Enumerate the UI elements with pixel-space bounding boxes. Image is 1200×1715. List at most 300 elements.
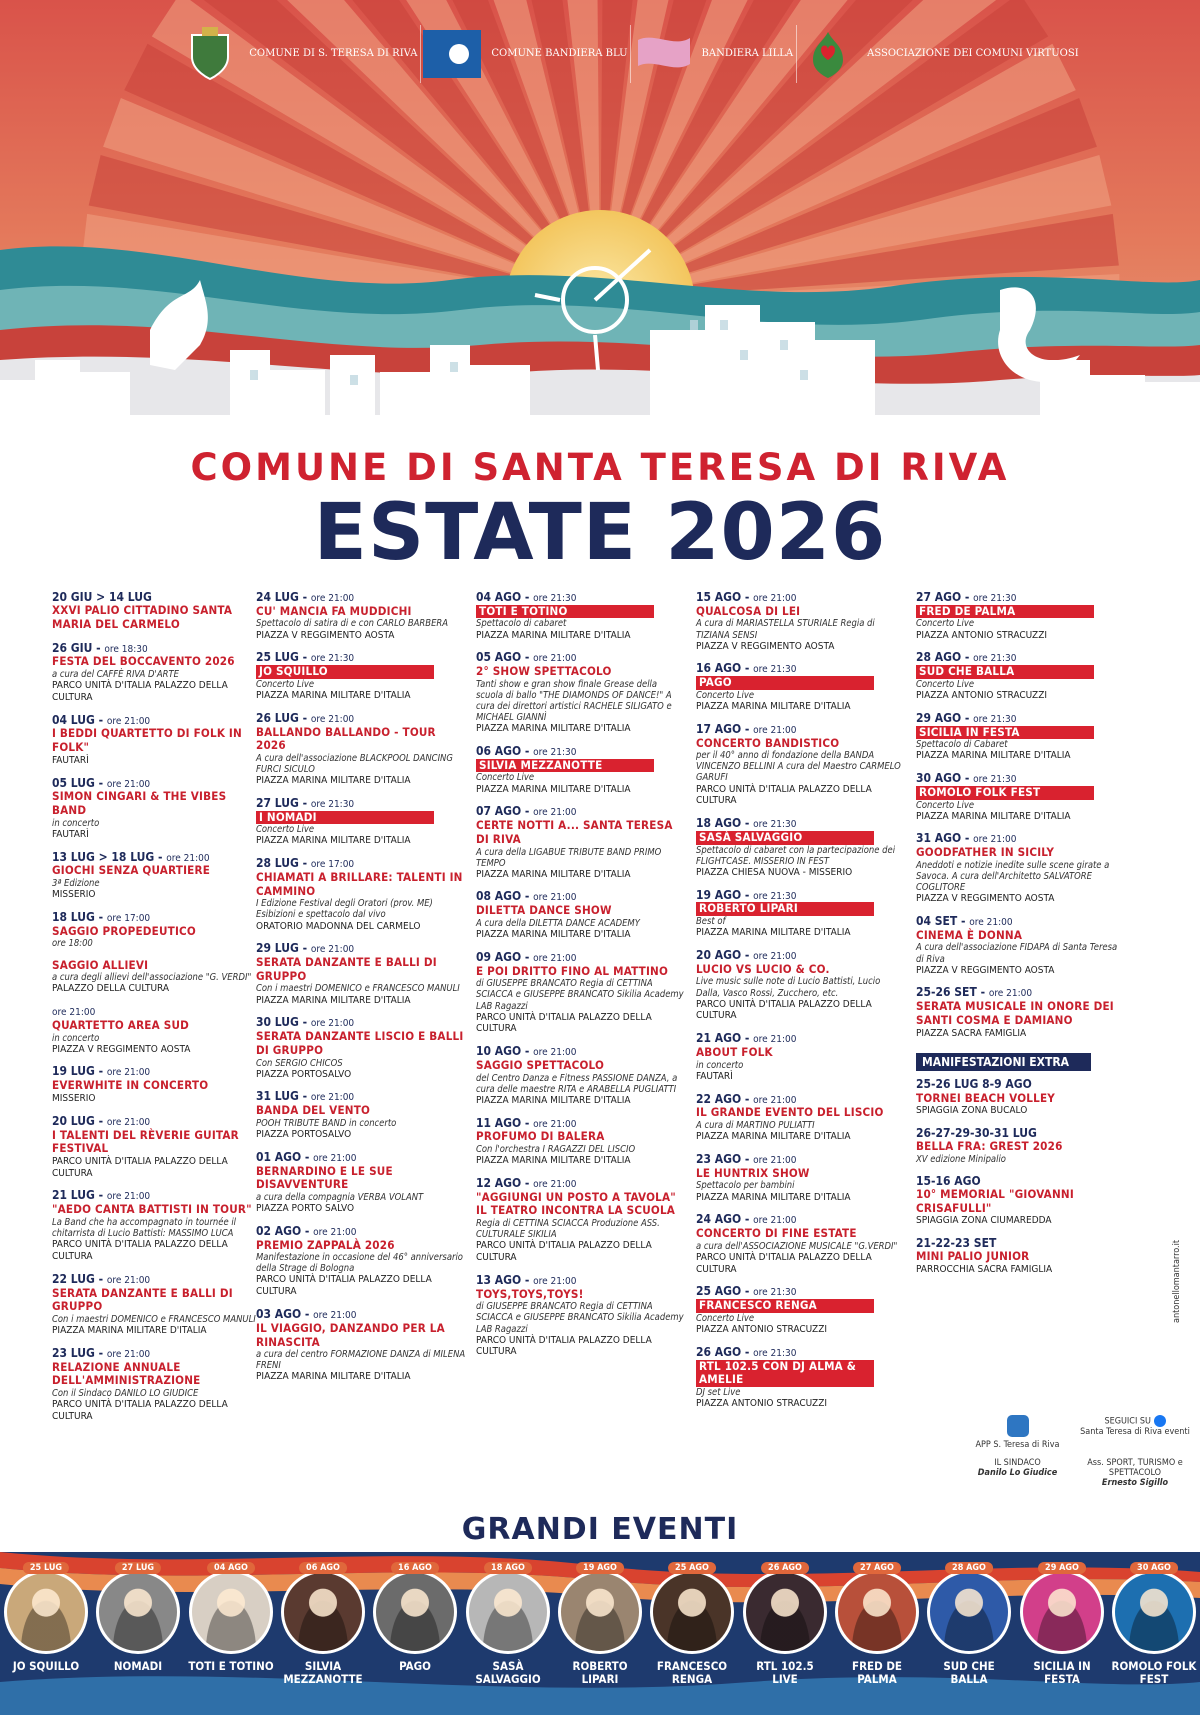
mayor-role: IL SINDACO	[994, 1458, 1041, 1468]
event-time: ore 21:00	[106, 1191, 151, 1203]
event-time: ore 21:00	[106, 778, 151, 790]
event-date: 25-26 SET - ore 21:00	[916, 985, 1033, 1000]
event-note: 3ª Edizione	[52, 878, 100, 890]
events-column	[256, 590, 466, 1392]
event-place: PIAZZA PORTO SALVO	[256, 1202, 355, 1214]
event-time: ore 21:00	[106, 1348, 151, 1360]
event-time: ore 21:00	[106, 715, 151, 727]
headline-event	[834, 1563, 920, 1687]
headline-event-date: 26 AGO	[761, 1562, 809, 1574]
event-item	[256, 796, 466, 847]
mayor-name: Danilo Lo Giudice	[977, 1468, 1058, 1478]
headline-event	[280, 1563, 366, 1687]
event-date: 03 AGO - ore 21:00	[256, 1307, 357, 1322]
event-date: 19 AGO - ore 21:30	[696, 887, 797, 902]
event-place: PIAZZA ANTONIO STRACUZZI	[916, 629, 1048, 641]
event-date-value: 03 AGO	[256, 1307, 302, 1322]
event-note: a cura dell'ASSOCIAZIONE MUSICALE "G.VERDI"	[696, 1240, 898, 1252]
event-note: Aneddoti e notizie inedite sulle scene girate a Savoca. A cura dell'Architetto SALVATORE COGLITORE	[916, 859, 1110, 894]
event-date-value: 17 AGO	[696, 721, 742, 736]
event-item	[476, 889, 686, 940]
event-place: PIAZZA V REGGIMENTO AOSTA	[916, 893, 1055, 905]
headline-event-name: ROBERTO LIPARI	[572, 1659, 628, 1687]
event-title: CERTE NOTTI A... SANTA TERESA DI RIVA	[476, 818, 673, 846]
headline-event-name: TOTI E TOTINO	[188, 1659, 274, 1673]
event-date-value: 24 AGO	[696, 1212, 742, 1227]
event-date-value: 20 LUG	[52, 1113, 95, 1128]
hero-illustration	[0, 0, 1200, 440]
event-date-value: 18 AGO	[696, 816, 742, 831]
event-date-value: 26 LUG	[256, 710, 299, 725]
event-place: PIAZZA SACRA FAMIGLIA	[916, 1027, 1027, 1039]
headline-event-date: 25 AGO	[668, 1562, 716, 1574]
event-item	[696, 590, 906, 652]
event-date-value: 05 LUG	[52, 775, 95, 790]
headline-event-date: 04 AGO	[207, 1562, 255, 1574]
event-title: SICILIA IN FESTA	[916, 726, 1094, 740]
event-time: ore 21:00	[533, 952, 577, 964]
event-note: Concerto Live	[256, 678, 315, 690]
event-date: 29 AGO - ore 21:30	[916, 710, 1017, 725]
event-item	[256, 1224, 466, 1298]
event-date-value: 04 LUG	[52, 712, 95, 727]
event-date-value: 28 AGO	[916, 650, 962, 665]
event-note: Manifestazione in occasione del 46° anniversario della Strage di Bologna	[256, 1252, 463, 1275]
assessor-name: Ernesto Sigillo	[1101, 1478, 1169, 1488]
event-title: LE HUNTRIX SHOW	[696, 1165, 810, 1180]
event-item	[52, 590, 262, 632]
event-item	[696, 816, 906, 878]
event-place: PIAZZA MARINA MILITARE D'ITALIA	[476, 629, 631, 641]
headline-event-name: SASÀ SALVAGGIO	[475, 1659, 541, 1687]
events-column	[916, 590, 1126, 1285]
headline-event-name: PAGO	[399, 1659, 431, 1673]
event-date: 01 AGO - ore 21:00	[256, 1149, 357, 1164]
event-date: 31 LUG - ore 21:00	[256, 1089, 355, 1104]
event-item	[696, 661, 906, 712]
event-title: SAGGIO PROPEDEUTICO	[52, 923, 196, 938]
event-date: 31 AGO - ore 21:00	[916, 831, 1017, 846]
event-title: GIOCHI SENZA QUARTIERE	[52, 863, 211, 878]
comuni-virtuosi-logo	[799, 25, 1079, 83]
event-date-value: 31 AGO	[916, 831, 962, 846]
event-date: 23 LUG - ore 21:00	[52, 1345, 151, 1360]
event-date-value: 25 AGO	[696, 1284, 742, 1299]
event-title: FESTA DEL BOCCAVENTO 2026	[52, 654, 235, 669]
facebook-icon[interactable]	[1154, 1415, 1166, 1427]
event-date: 18 LUG - ore 17:00	[52, 909, 151, 924]
event-place: PARCO UNITÀ D'ITALIA PALAZZO DELLA CULTURA	[476, 1240, 652, 1264]
event-time: ore 21:00	[753, 1094, 797, 1106]
event-time: ore 21:30	[533, 593, 577, 604]
event-title: E POI DRITTO FINO AL MATTINO	[476, 963, 669, 978]
headline-event	[1111, 1563, 1197, 1687]
event-date-value: 13 LUG > 18 LUG	[52, 849, 155, 864]
artist-photo	[927, 1570, 1011, 1654]
event-title: I TALENTI DEL RÈVERIE GUITAR FESTIVAL	[52, 1127, 239, 1156]
event-note: A cura della LIGABUE TRIBUTE BAND PRIMO TEMPO	[476, 846, 662, 869]
event-date	[52, 1004, 262, 1019]
event-item	[696, 722, 906, 807]
event-date-value: 22 LUG	[52, 1271, 95, 1286]
event-title: IL VIAGGIO, DANZANDO PER LA RINASCITA	[256, 1320, 445, 1349]
event-note: Spettacolo di Cabaret	[916, 739, 1008, 751]
event-item	[476, 650, 686, 735]
event-title: PAGO	[696, 676, 874, 690]
event-time: ore 21:00	[533, 1118, 577, 1130]
event-place: PIAZZA MARINA MILITARE D'ITALIA	[256, 994, 411, 1006]
headline-event	[557, 1563, 643, 1687]
event-place: PARCO UNITÀ D'ITALIA PALAZZO DELLA CULTURA	[52, 1398, 228, 1422]
headline-event-date: 19 AGO	[576, 1562, 624, 1574]
event-item	[52, 1004, 262, 1055]
event-item	[52, 959, 262, 996]
event-item	[696, 1092, 906, 1143]
event-title: RTL 102.5 CON DJ ALMA & AMELIE	[696, 1360, 874, 1387]
event-date-value: 12 AGO	[476, 1176, 522, 1190]
event-item	[916, 831, 1126, 905]
event-title: "AEDO CANTA BATTISTI IN TOUR"	[52, 1202, 252, 1217]
event-title: PROFUMO DI BALERA	[476, 1129, 605, 1144]
headline-event-name: NOMADI	[113, 1659, 163, 1673]
event-place: PIAZZA MARINA MILITARE D'ITALIA	[696, 927, 851, 939]
event-item	[256, 1150, 466, 1215]
event-title: PREMIO ZAPPALÀ 2026	[256, 1237, 395, 1252]
event-date-value: 20 AGO	[696, 947, 742, 962]
event-place: PIAZZA MARINA MILITARE D'ITALIA	[256, 835, 411, 847]
event-title: QUALCOSA DI LEI	[696, 603, 801, 618]
extra-event-place: SPIAGGIA ZONA CIUMAREDDA	[916, 1215, 1052, 1227]
page-title: COMUNE DI SANTA TERESA DI RIVA	[190, 446, 1010, 489]
extra-event-item	[916, 1126, 1126, 1165]
extra-event-date: 26-27-29-30-31 LUG	[916, 1126, 1037, 1140]
event-date-value: 21 LUG	[52, 1188, 95, 1203]
extra-event-title: 10° MEMORIAL "GIOVANNI CRISAFULLI"	[916, 1187, 1074, 1215]
event-date: 23 AGO - ore 21:00	[696, 1151, 797, 1166]
events-column	[476, 590, 686, 1367]
event-note: Spettacolo di cabaret	[476, 618, 567, 630]
app-icon[interactable]	[1007, 1415, 1029, 1437]
event-date-value: 29 AGO	[916, 710, 962, 725]
event-note: A cura dell'associazione FIDAPA di Santa Teresa di Riva	[916, 942, 1118, 965]
extra-event-date: 25-26 LUG 8-9 AGO	[916, 1077, 1032, 1092]
event-item	[916, 590, 1126, 641]
event-note: Best of	[696, 916, 726, 928]
portrait-placeholder	[7, 1573, 85, 1651]
extra-event-title: MINI PALIO JUNIOR	[916, 1249, 1030, 1264]
event-time: ore 21:00	[310, 944, 355, 956]
extra-event-title: TORNEI BEACH VOLLEY	[916, 1090, 1056, 1105]
event-note: di GIUSEPPE BRANCATO Regia di CETTINA SCIACCA e GIUSEPPE BRANCATO Sikilia Academy LAB Ragazzi	[476, 978, 684, 1012]
portrait-placeholder	[469, 1573, 547, 1651]
event-place: PIAZZA V REGGIMENTO AOSTA	[916, 964, 1055, 976]
event-note: a cura degli allievi dell'associazione "G. VERDI"	[52, 972, 252, 984]
assessor-role: Ass. SPORT, TURISMO e SPETTACOLO	[1087, 1458, 1183, 1478]
events-column	[696, 590, 906, 1419]
event-item	[696, 1031, 906, 1082]
event-title: QUARTETTO AREA SUD	[52, 1017, 189, 1032]
event-note: in concerto	[696, 1059, 744, 1071]
event-time: ore 21:30	[753, 1347, 797, 1359]
headline-event-name: RTL 102.5 LIVE	[756, 1659, 814, 1687]
headline-event-date: 16 AGO	[391, 1562, 439, 1574]
headline-event-name: ROMOLO FOLK FEST	[1111, 1659, 1197, 1687]
event-place: PIAZZA PORTOSALVO	[256, 1068, 352, 1080]
event-title: CONCERTO DI FINE ESTATE	[696, 1226, 857, 1241]
event-time: ore 21:00	[753, 950, 797, 962]
grandi-eventi-title: GRANDI EVENTI	[461, 1512, 739, 1547]
event-item	[696, 1345, 906, 1410]
event-note: a cura del CAFFÈ RIVA D'ARTE	[52, 668, 179, 680]
headline-event-name: SILVIA MEZZANOTTE	[283, 1659, 363, 1687]
event-item	[916, 650, 1126, 701]
event-title: 2° SHOW SPETTACOLO	[476, 664, 612, 679]
event-note: Concerto Live	[916, 678, 975, 690]
event-item	[476, 950, 686, 1035]
event-date: 26 GIU - ore 18:30	[52, 640, 148, 655]
event-note: ore 18:00	[52, 938, 93, 950]
event-title: CU' MANCIA FA MUDDICHI	[256, 603, 412, 618]
event-date	[52, 590, 262, 604]
event-place: PARCO UNITÀ D'ITALIA PALAZZO DELLA CULTURA	[256, 1274, 432, 1298]
event-title: LUCIO VS LUCIO & CO.	[696, 961, 830, 976]
event-time: ore 21:30	[310, 653, 355, 665]
event-item	[256, 1307, 466, 1383]
partner-logos	[180, 14, 1080, 94]
event-time: ore 21:00	[106, 1116, 151, 1128]
event-place: PIAZZA ANTONIO STRACUZZI	[696, 1324, 828, 1336]
event-place: PARCO UNITÀ D'ITALIA PALAZZO DELLA CULTURA	[52, 1239, 228, 1262]
headline-event-date: 18 AGO	[484, 1562, 532, 1574]
facebook-page-name: Santa Teresa di Riva eventi	[1080, 1427, 1190, 1437]
event-time: ore 21:00	[753, 1215, 797, 1227]
event-date-value: 02 AGO	[256, 1223, 302, 1238]
follow-label: SEGUICI SU	[1104, 1416, 1151, 1427]
event-note: Con il Sindaco DANILO LO GIUDICE	[52, 1387, 199, 1399]
event-time: ore 21:30	[973, 593, 1017, 604]
event-date: 10 AGO - ore 21:00	[476, 1044, 577, 1059]
event-place: PIAZZA MARINA MILITARE D'ITALIA	[696, 701, 851, 713]
event-date-value: 23 AGO	[696, 1151, 742, 1166]
headline-event	[1019, 1563, 1105, 1687]
event-note: Spettacolo per bambini	[696, 1180, 795, 1192]
event-place: PIAZZA PORTOSALVO	[256, 1128, 352, 1140]
event-date-value: 27 AGO	[916, 590, 962, 604]
event-place: PIAZZA ANTONIO STRACUZZI	[916, 689, 1048, 701]
event-date-value: 19 AGO	[696, 887, 742, 902]
event-date: 13 AGO - ore 21:00	[476, 1272, 577, 1287]
event-date-value: 25-26 SET	[916, 985, 977, 1000]
event-note: Live music sulle note di Lucio Battisti, Lucio Dalla, Vasco Rossi, Zucchero, etc.	[696, 976, 881, 999]
event-place: PIAZZA MARINA MILITARE D'ITALIA	[52, 1324, 207, 1336]
event-place: ORATORIO MADONNA DEL CARMELO	[256, 920, 421, 932]
headline-event	[649, 1563, 735, 1687]
event-place: PIAZZA MARINA MILITARE D'ITALIA	[476, 723, 631, 735]
grandi-eventi-strip	[0, 1510, 1200, 1715]
event-note: A cura dell'associazione BLACKPOOL DANCING FURCI SICULO	[256, 752, 453, 775]
event-note: a cura del centro FORMAZIONE DANZA di MILENA FRENI	[256, 1349, 466, 1372]
event-note: Spettacolo di cabaret con la partecipazione dei FLIGHTCASE. MISSERIO IN FEST	[696, 844, 896, 867]
event-place: PARCO UNITÀ D'ITALIA PALAZZO DELLA CULTURA	[476, 1334, 652, 1358]
events-columns	[52, 590, 1162, 1515]
artist-photo	[281, 1570, 365, 1654]
event-title: ABOUT FOLK	[696, 1045, 773, 1060]
event-title: DILETTA DANCE SHOW	[476, 903, 612, 918]
event-item	[256, 856, 466, 932]
headline-event-date: 27 LUG	[115, 1562, 161, 1574]
event-place: PIAZZA MARINA MILITARE D'ITALIA	[256, 689, 411, 701]
event-item	[256, 590, 466, 641]
event-item	[52, 910, 262, 950]
event-date-value: 24 LUG	[256, 590, 299, 604]
event-date: 17 AGO - ore 21:00	[696, 721, 797, 736]
event-title: SIMON CINGARI & THE VIBES BAND	[52, 789, 227, 818]
event-time: ore 21:00	[310, 593, 355, 604]
headline-event-name: SICILIA IN FESTA	[1033, 1659, 1091, 1687]
event-note: A cura di MARIASTELLA STURIALE Regia di TIZIANA SENSI	[696, 618, 875, 641]
event-time: ore 21:00	[533, 892, 577, 904]
event-title: CONCERTO BANDISTICO	[696, 735, 840, 750]
event-date: 27 LUG - ore 21:30	[256, 795, 355, 810]
event-time: ore 21:00	[753, 1154, 797, 1166]
event-time: ore 21:00	[310, 1092, 355, 1104]
event-date-value: 31 LUG	[256, 1089, 299, 1104]
event-note: Tanti show e gran show finale Grease della scuola di ballo "THE DIAMONDS OF DANCE!" A cura dei direttori artistici RACHELE SILIGATO e MICHAEL GIANNÌ	[476, 678, 672, 724]
headline-event	[926, 1563, 1012, 1687]
portrait-placeholder	[561, 1573, 639, 1651]
event-place: PIAZZA MARINA MILITARE D'ITALIA	[476, 1094, 631, 1106]
event-title: GOODFATHER IN SICILY	[916, 845, 1055, 860]
event-title: SERATA MUSICALE IN ONORE DEI SANTI COSMA E DAMIANO	[916, 999, 1114, 1027]
event-place: PIAZZA MARINA MILITARE D'ITALIA	[696, 1191, 851, 1203]
portrait-placeholder	[930, 1573, 1008, 1651]
event-item	[256, 1089, 466, 1140]
event-title: SAGGIO SPETTACOLO	[476, 1057, 605, 1072]
designer-credit: antonellomantarro.it	[1172, 1240, 1182, 1323]
event-date-value: 28 LUG	[256, 856, 299, 871]
event-date: 05 LUG - ore 21:00	[52, 775, 151, 790]
event-note: Con i maestri DOMENICO e FRANCESCO MANULI	[52, 1313, 256, 1325]
event-date-value: 19 LUG	[52, 1064, 95, 1079]
headline-event-date: 06 AGO	[299, 1562, 347, 1574]
portrait-placeholder	[284, 1573, 362, 1651]
event-place: PIAZZA MARINA MILITARE D'ITALIA	[916, 810, 1071, 822]
event-time: ore 21:00	[106, 1274, 151, 1286]
event-note: di GIUSEPPE BRANCATO Regia di CETTINA SCIACCA e GIUSEPPE BRANCATO Sikilia Academy LAB Ragazzi	[476, 1301, 684, 1335]
event-title: I BEDDI QUARTETTO DI FOLK IN FOLK"	[52, 726, 242, 755]
event-place: PIAZZA MARINA MILITARE D'ITALIA	[476, 868, 631, 880]
event-date-value: 13 AGO	[476, 1272, 522, 1287]
event-title: JO SQUILLO	[256, 665, 434, 679]
event-time: ore 21:00	[106, 1067, 151, 1079]
event-date-value: 06 AGO	[476, 744, 522, 758]
event-date-value: 30 LUG	[256, 1015, 299, 1030]
comune-logo-label: COMUNE DI S. TERESA DI RIVA	[249, 48, 418, 59]
headline-event-name: JO SQUILLO	[12, 1659, 80, 1673]
event-place: FAUTARÌ	[52, 828, 89, 840]
event-date: 28 AGO - ore 21:30	[916, 650, 1017, 665]
event-title: TOYS,TOYS,TOYS!	[476, 1286, 584, 1301]
headline-event-name: SUD CHE BALLA	[943, 1659, 995, 1687]
extra-events-heading: MANIFESTAZIONI EXTRA	[916, 1053, 1091, 1071]
event-title: TOTI E TOTINO	[476, 605, 654, 619]
event-date: 30 AGO - ore 21:30	[916, 771, 1017, 786]
event-place: PIAZZA ANTONIO STRACUZZI	[696, 1398, 828, 1410]
event-note: Concerto Live	[916, 618, 975, 630]
headline-event-name: FRED DE PALMA	[852, 1659, 902, 1687]
event-date-value: 07 AGO	[476, 804, 522, 819]
event-time: ore 21:00	[533, 807, 577, 819]
event-item	[256, 1015, 466, 1080]
event-title: IL GRANDE EVENTO DEL LISCIO	[696, 1105, 884, 1120]
artist-photo	[96, 1570, 180, 1654]
extra-event-item	[916, 1174, 1126, 1227]
event-item	[696, 1152, 906, 1203]
headline-event-date: 27 AGO	[853, 1562, 901, 1574]
event-item	[52, 713, 262, 767]
event-time: ore 21:30	[973, 774, 1017, 786]
event-date-value: 04 SET	[916, 913, 958, 928]
event-place: PALAZZO DELLA CULTURA	[52, 983, 170, 995]
headline-event	[465, 1563, 551, 1687]
event-item	[52, 1346, 262, 1423]
portrait-placeholder	[746, 1573, 824, 1651]
event-date-value: 22 AGO	[696, 1091, 742, 1106]
comuni-virtuosi-label: ASSOCIAZIONE DEI COMUNI VIRTUOSI	[867, 48, 1079, 59]
event-place: PIAZZA CHIESA NUOVA - MISSERIO	[696, 866, 853, 878]
event-date: 13 LUG > 18 LUG - ore 21:00	[52, 849, 210, 864]
event-time: ore 21:00	[988, 988, 1033, 1000]
event-date-value: 20 GIU > 14 LUG	[52, 590, 152, 604]
event-date: 08 AGO - ore 21:00	[476, 889, 577, 904]
event-place: PIAZZA MARINA MILITARE D'ITALIA	[256, 1371, 411, 1383]
headline-event-date: 25 LUG	[23, 1562, 69, 1574]
event-place: PARCO UNITÀ D'ITALIA PALAZZO DELLA CULTURA	[696, 998, 872, 1022]
event-time: ore 21:30	[533, 747, 577, 758]
event-date-value: 23 LUG	[52, 1345, 95, 1360]
event-place: PIAZZA V REGGIMENTO AOSTA	[696, 640, 835, 652]
app-label: APP S. Teresa di Riva	[975, 1440, 1060, 1450]
headline-event-date: 28 AGO	[945, 1562, 993, 1574]
event-item	[916, 914, 1126, 976]
event-date: 02 AGO - ore 21:00	[256, 1223, 357, 1238]
extra-event-date: 21-22-23 SET	[916, 1236, 997, 1251]
event-item	[52, 1064, 262, 1104]
event-date: 24 AGO - ore 21:00	[696, 1212, 797, 1227]
event-place: PARCO UNITÀ D'ITALIA PALAZZO DELLA CULTURA	[696, 1251, 872, 1275]
event-date: 12 AGO - ore 21:00	[476, 1176, 577, 1190]
event-title: BERNARDINO E LE SUE DISAVVENTURE	[256, 1163, 393, 1192]
event-place: PIAZZA MARINA MILITARE D'ITALIA	[916, 750, 1071, 762]
event-note: A cura della DILETTA DANCE ACADEMY	[476, 917, 640, 929]
headline-event	[3, 1563, 89, 1673]
event-title: BANDA DEL VENTO	[256, 1103, 371, 1118]
portrait-placeholder	[838, 1573, 916, 1651]
event-title: SASÀ SALVAGGIO	[696, 831, 874, 845]
virtuous-towns-icon	[799, 25, 857, 83]
event-item	[476, 1176, 686, 1264]
event-date-value: 21 AGO	[696, 1031, 742, 1046]
event-item	[52, 850, 262, 901]
portrait-placeholder	[1115, 1573, 1193, 1651]
event-date-value: 30 AGO	[916, 771, 962, 786]
event-date-value: 27 LUG	[256, 795, 299, 810]
event-date: 25 AGO - ore 21:30	[696, 1284, 797, 1299]
event-item	[476, 1273, 686, 1358]
artist-photo	[189, 1570, 273, 1654]
event-date: 16 AGO - ore 21:30	[696, 661, 797, 676]
event-title: EVERWHITE IN CONCERTO	[52, 1078, 209, 1093]
